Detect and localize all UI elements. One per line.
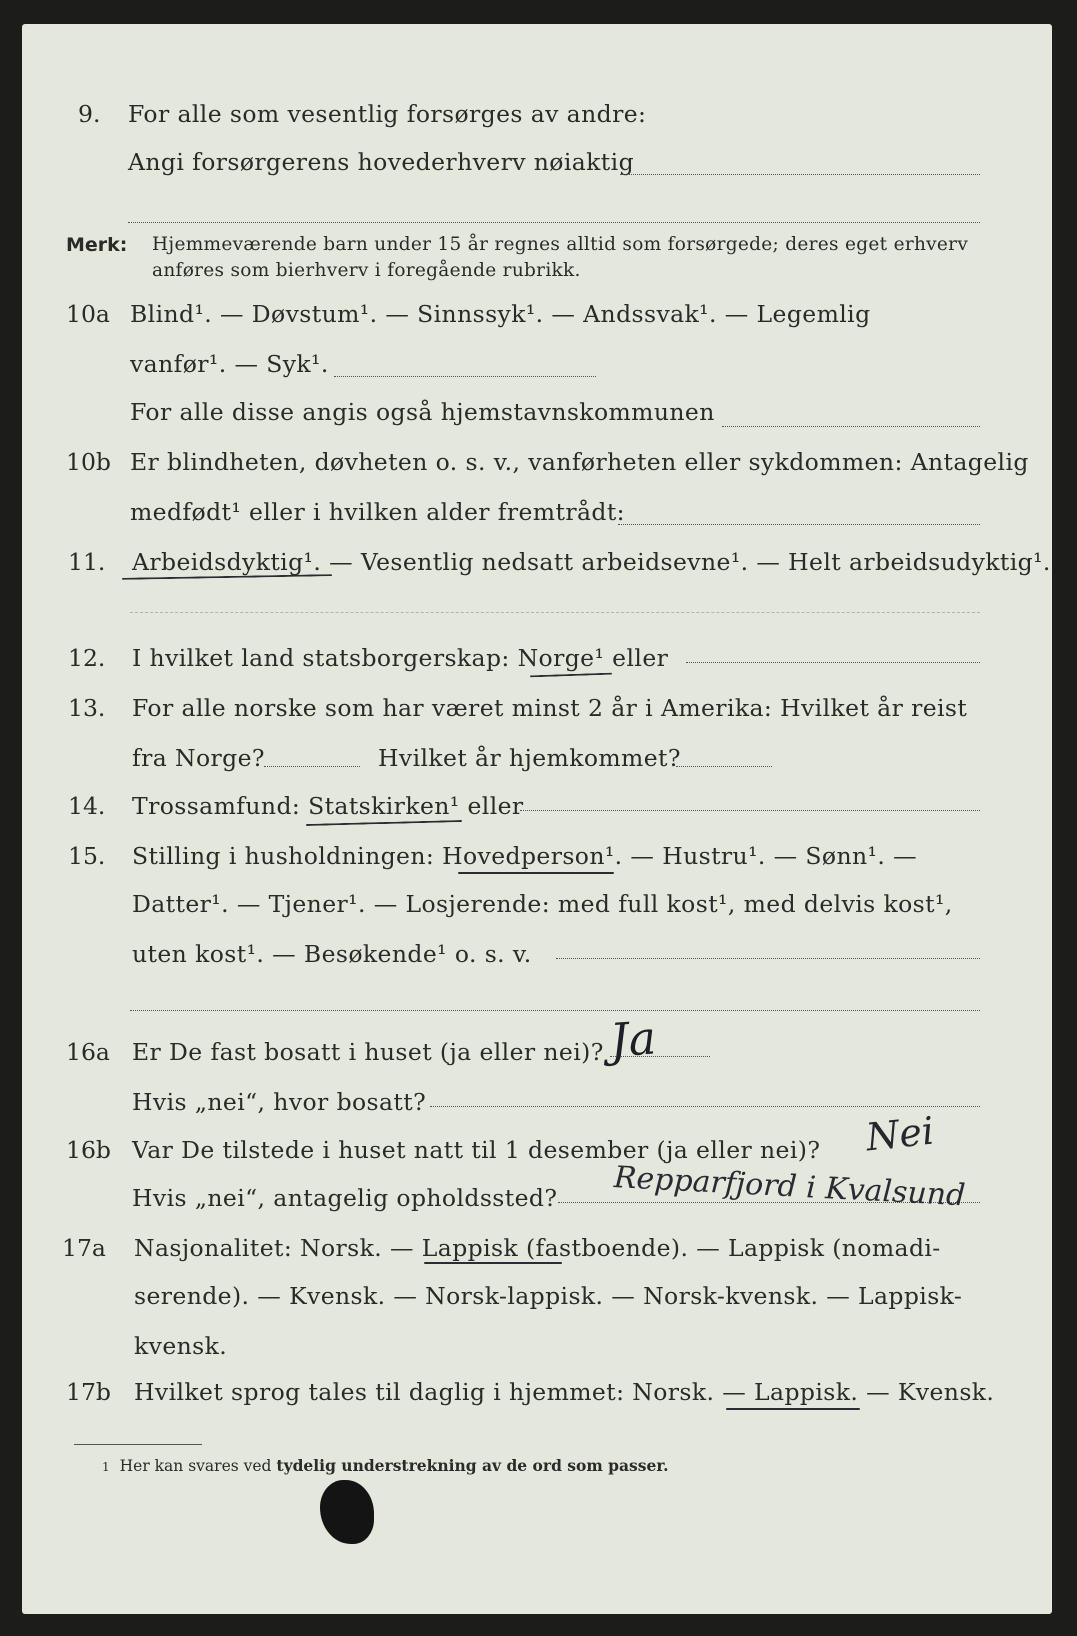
q16b-handwritten-place: Repparfjord i Kvalsund	[613, 1160, 967, 1214]
q10b-answer-line[interactable]	[618, 524, 980, 525]
q11-number: 11.	[68, 548, 106, 576]
q10a-number: 10a	[66, 300, 110, 328]
merk-line2: anføres som bierhverv i foregående rubrikk.	[152, 260, 581, 281]
q9-number: 9.	[78, 100, 101, 128]
q14-answer-line[interactable]	[520, 810, 980, 811]
q10b-number: 10b	[66, 448, 111, 476]
q17b-line1: Hvilket sprog tales til daglig i hjemmet: Norsk. — Lappisk. — Kvensk.	[134, 1378, 995, 1406]
ink-blot	[320, 1480, 374, 1544]
q11-answer-line[interactable]	[130, 612, 980, 613]
q17a-underline-lappisk	[424, 1262, 562, 1264]
q15-line2: Datter¹. — Tjener¹. — Losjerende: med full kost¹, med delvis kost¹,	[132, 890, 953, 918]
q15-answer-line[interactable]	[556, 958, 980, 959]
q10a-line1: Blind¹. — Døvstum¹. — Sinnssyk¹. — Andssvak¹. — Legemlig	[130, 300, 871, 328]
merk-line1: Hjemmeværende barn under 15 år regnes alltid som forsørgede; deres eget erhverv	[152, 234, 969, 255]
q10b-line2: medfødt¹ eller i hvilken alder fremtrådt:	[130, 498, 625, 526]
q10b-line1: Er blindheten, døvheten o. s. v., vanførheten eller sykdommen: Antagelig	[130, 448, 1029, 476]
q16a-number: 16a	[66, 1038, 110, 1066]
q14-number: 14.	[68, 792, 106, 820]
q13-hjemkommet-line[interactable]	[676, 766, 772, 767]
q12-underline-norge	[530, 673, 612, 678]
q10a-answer-line[interactable]	[334, 376, 596, 377]
q12-line1: I hvilket land statsborgerskap: Norge¹ eller	[132, 644, 669, 672]
q17a-line2: serende). — Kvensk. — Norsk-lappisk. — Norsk-kvensk. — Lappisk-	[134, 1282, 963, 1310]
q12-number: 12.	[68, 644, 106, 672]
q9-answer-line[interactable]	[620, 174, 980, 175]
q17a-line1: Nasjonalitet: Norsk. — Lappisk (fastboende). — Lappisk (nomadi-	[134, 1234, 941, 1262]
census-form-page	[22, 24, 1052, 1614]
q17a-line3: kvensk.	[134, 1332, 228, 1360]
q16b-number: 16b	[66, 1136, 111, 1164]
q16a-handwritten-answer: Ja	[608, 1010, 658, 1068]
q15-line1: Stilling i husholdningen: Hovedperson¹. — Hustru¹. — Sønn¹. —	[132, 842, 918, 870]
q15-number: 15.	[68, 842, 106, 870]
q15-line3: uten kost¹. — Besøkende¹ o. s. v.	[132, 940, 532, 968]
q17b-number: 17b	[66, 1378, 111, 1406]
q16b-line1: Var De tilstede i huset natt til 1 desember (ja eller nei)?	[132, 1136, 821, 1164]
q14-underline-statskirken	[306, 820, 462, 826]
q16a-line2: Hvis „nei“, hvor bosatt?	[132, 1088, 427, 1116]
q9-answer-line-2[interactable]	[128, 222, 980, 223]
q15-answer-line-2[interactable]	[130, 1010, 980, 1011]
q13-number: 13.	[68, 694, 106, 722]
q17a-number: 17a	[62, 1234, 106, 1262]
q13-line1: For alle norske som har været minst 2 år i Amerika: Hvilket år reist	[132, 694, 968, 722]
q16b-line2: Hvis „nei“, antagelig opholdssted?	[132, 1184, 558, 1212]
footnote-bold-text: tydelig understrekning av de ord som passer.	[276, 1456, 669, 1475]
q16a-line1: Er De fast bosatt i huset (ja eller nei)?	[132, 1038, 604, 1066]
q13-line2b: Hvilket år hjemkommet?	[378, 744, 681, 772]
q14-line1: Trossamfund: Statskirken¹ eller	[132, 792, 524, 820]
q9-line2: Angi forsørgerens hovederhverv nøiaktig	[128, 148, 635, 176]
q17b-underline-lappisk	[726, 1408, 860, 1410]
q9-line1: For alle som vesentlig forsørges av andre:	[128, 100, 647, 128]
footnote	[102, 1456, 669, 1475]
q11-line1: Arbeidsdyktig¹. — Vesentlig nedsatt arbeidsevne¹. — Helt arbeidsudyktig¹.	[132, 548, 1051, 576]
q10a-line3: For alle disse angis også hjemstavnskommunen	[130, 398, 715, 426]
footnote-text: Her kan svares ved	[119, 1457, 272, 1475]
q10a-line2: vanfør¹. — Syk¹.	[130, 350, 329, 378]
merk-label: Merk:	[66, 234, 128, 256]
q16a-bosatt-line[interactable]	[430, 1106, 980, 1107]
q13-reist-line[interactable]	[264, 766, 360, 767]
footnote-rule	[74, 1444, 202, 1445]
q13-line2a: fra Norge?	[132, 744, 265, 772]
q12-answer-line[interactable]	[686, 662, 980, 663]
footnote-mark: 1	[102, 1460, 110, 1474]
q15-underline-hovedperson	[458, 872, 614, 874]
q16b-handwritten-answer: Nei	[863, 1108, 937, 1160]
q10a-home-municipality-line[interactable]	[722, 426, 980, 427]
